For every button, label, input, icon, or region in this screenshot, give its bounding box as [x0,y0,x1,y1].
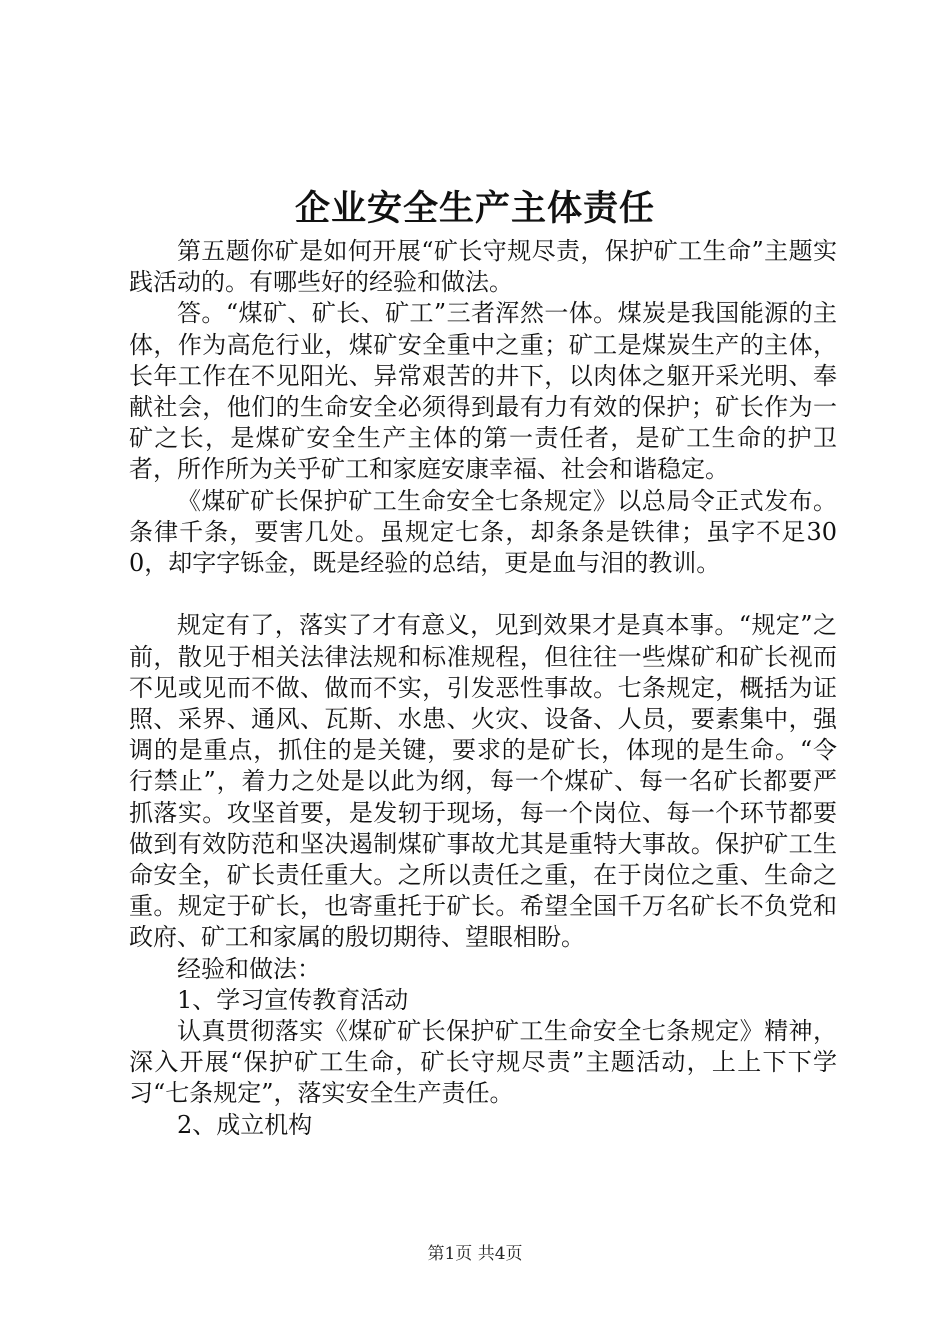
paragraph-question: 第五题你矿是如何开展“矿长守规尽责，保护矿工生命”主题实践活动的。有哪些好的经验和做法。 [129,237,837,297]
paragraph-item-1-body: 认真贯彻落实《煤矿矿长保护矿工生命安全七条规定》精神，深入开展“保护矿工生命，矿长守规尽责”主题活动，上上下下学习“七条规定”，落实安全生产责任。 [129,1017,837,1108]
page-footer: 第1页 共4页 [427,1244,523,1264]
paragraph-answer: 答。“煤矿、矿长、矿工”三者浑然一体。煤炭是我国能源的主体，作为高危行业，煤矿安全重中之重；矿工是煤炭生产的主体，长年工作在不见阳光、异常艰苦的井下，以肉体之躯开采光明、奉献社会，他们的生命安全必须得到最有力有效的保护；矿长作为一矿之长，是煤矿安全生产主体的第一责任者，是矿工生命的护卫者，所作所为关乎矿工和家庭安康幸福、社会和谐稳定。 [129,299,837,484]
paragraph-item-2-heading: 2、成立机构 [177,1110,313,1139]
paragraph-spacer [129,579,837,610]
document-title: 企业安全生产主体责任 [294,188,655,229]
document-body [129,236,837,1141]
paragraph-item-1-heading: 1、学习宣传教育活动 [177,985,409,1014]
paragraph-implementation: 规定有了，落实了才有意义，见到效果才是真本事。“规定”之前，散见于相关法律法规和标准规程，但往往一些煤矿和矿长视而不见或见而不做、做而不实，引发恶性事故。七条规定，概括为证照、采界、通风、瓦斯、水患、火灾、设备、人员，要素集中，强调的是重点，抓住的是关键，要求的是矿长，体现的是生命。“令行禁止”，着力之处是以此为纲，每一个煤矿、每一名矿长都要严抓落实。攻坚首要，是发轫于现场，每一个岗位、每一个环节都要做到有效防范和坚决遏制煤矿事故尤其是重特大事故。保护矿工生命安全，矿长责任重大。之所以责任之重，在于岗位之重、生命之重。规定于矿长，也寄重托于矿长。希望全国千万名矿长不负党和政府、矿工和家属的殷切期待、望眼相盼。 [129,611,837,952]
paragraph-regulation: 《煤矿矿长保护矿工生命安全七条规定》以总局令正式发布。条律千条，要害几处。虽规定七条，却条条是铁律；虽字不足300，却字字铄金，既是经验的总结，更是血与泪的教训。 [129,486,837,578]
paragraph-experience-heading: 经验和做法： [177,954,321,983]
